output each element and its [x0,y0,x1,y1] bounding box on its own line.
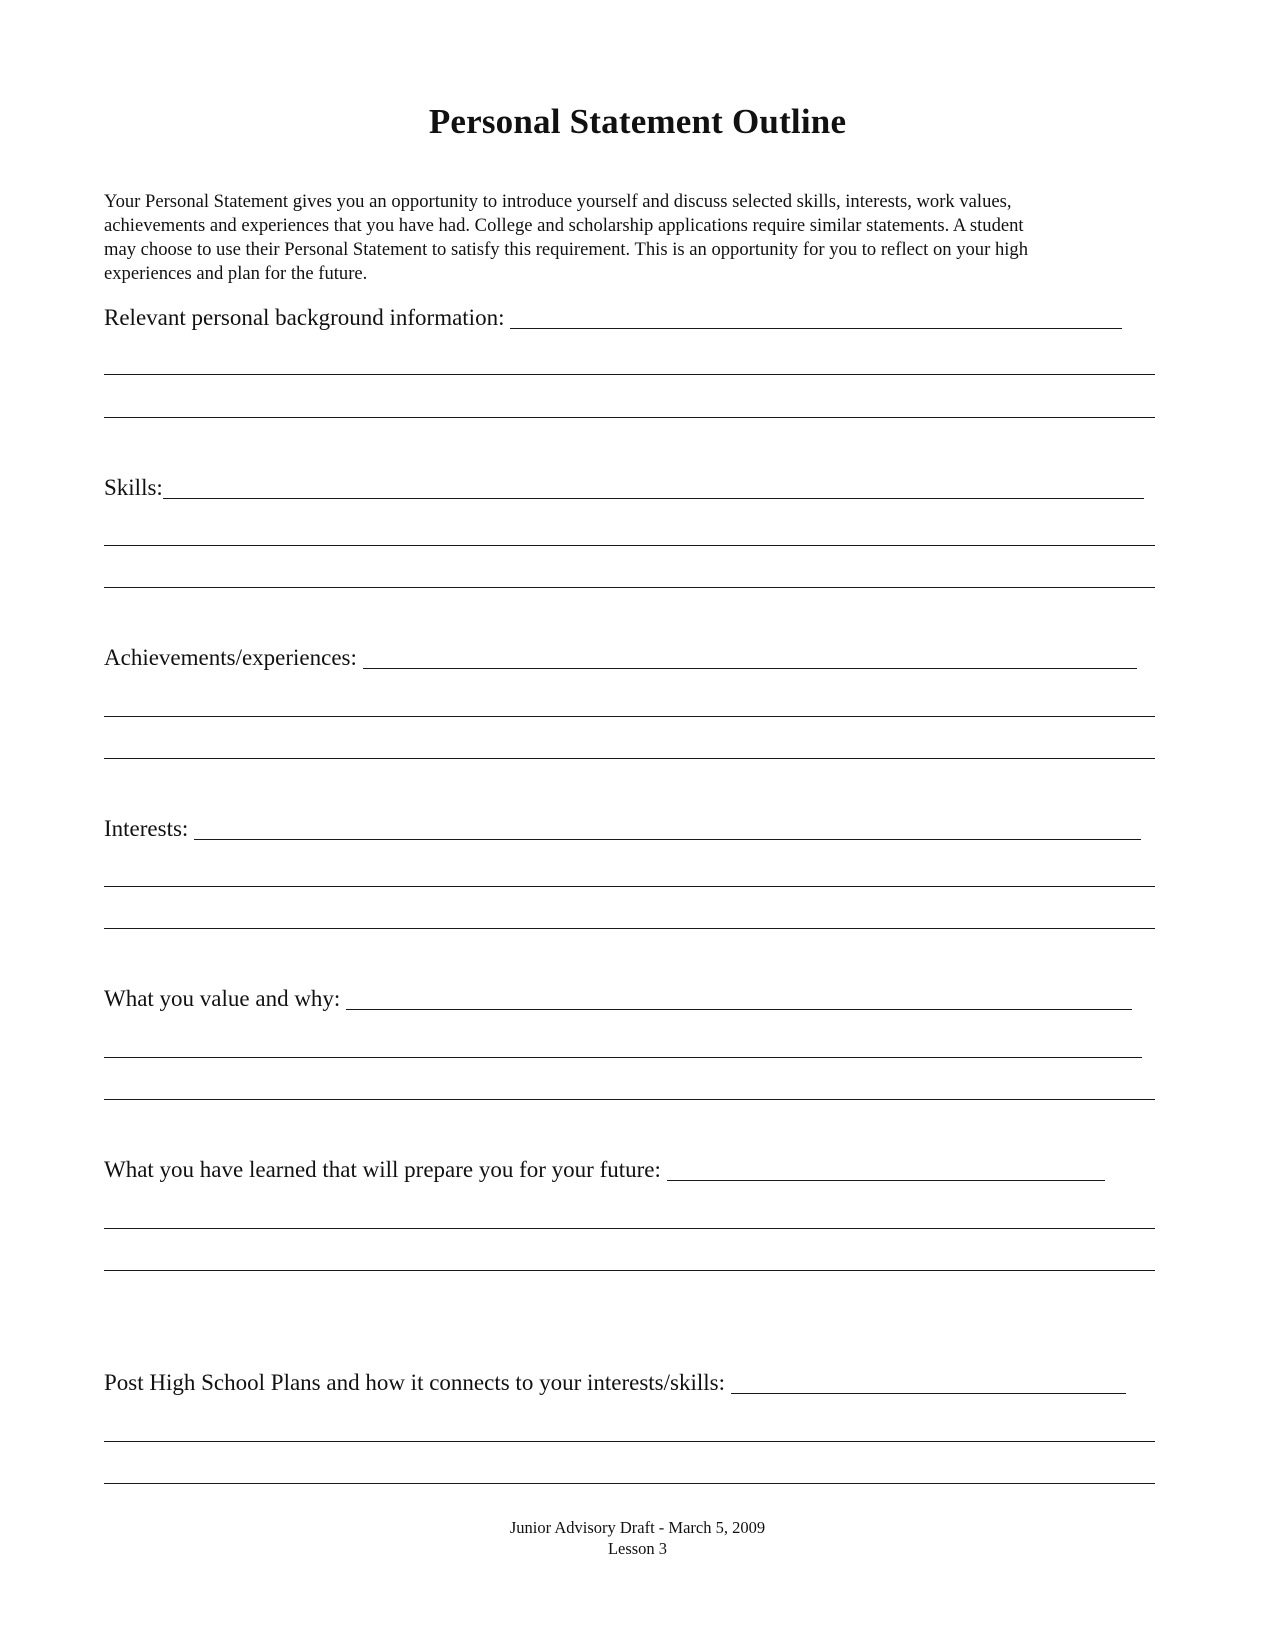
footer-draft-line: Junior Advisory Draft - March 5, 2009 [509,1518,766,1537]
answer-line[interactable] [104,417,1155,418]
answer-line[interactable] [104,1270,1155,1271]
answer-line[interactable] [104,716,1155,717]
section-achievements-prompt [104,642,1137,674]
page-footer [0,1517,1275,1559]
section-skills-prompt [104,472,1144,504]
intro-line: Your Personal Statement gives you an opportunity to introduce yourself and discuss selected skills, interests, work values, [104,191,1012,212]
section-interests-prompt [104,813,1141,845]
answer-line[interactable] [104,886,1155,887]
section-label: What you value and why: [104,986,341,1011]
answer-line[interactable] [104,1057,1142,1058]
answer-blank[interactable] [510,328,1122,329]
section-post-high-school-prompt [104,1367,1126,1399]
answer-line[interactable] [104,1228,1155,1229]
section-label: Interests: [104,816,189,841]
section-learned-prompt [104,1154,1105,1186]
section-label: Post High School Plans and how it connects to your interests/skills: [104,1370,725,1395]
answer-line[interactable] [104,758,1155,759]
section-values-prompt [104,983,1132,1015]
section-label: Relevant personal background information: [104,305,505,330]
intro-paragraph [104,190,1164,286]
answer-line[interactable] [104,1483,1155,1484]
intro-line: achievements and experiences that you have had. College and scholarship applications require similar statements. A student [104,215,1024,236]
answer-blank[interactable] [346,1009,1132,1010]
section-label: What you have learned that will prepare you for your future: [104,1157,661,1182]
answer-blank[interactable] [731,1393,1126,1394]
footer-lesson-line: Lesson 3 [607,1539,668,1558]
answer-line[interactable] [104,1099,1155,1100]
answer-line[interactable] [104,1441,1155,1442]
intro-line: experiences and plan for the future. [104,263,368,284]
answer-blank[interactable] [363,668,1137,669]
answer-line[interactable] [104,545,1155,546]
answer-blank[interactable] [163,498,1144,499]
section-background-prompt [104,302,1122,334]
intro-line: may choose to use their Personal Statement to satisfy this requirement. This is an opportunity for you to reflect on your high [104,239,1029,260]
page-title: Personal Statement Outline [428,102,847,141]
answer-blank[interactable] [667,1180,1105,1181]
answer-line[interactable] [104,374,1155,375]
answer-line[interactable] [104,587,1155,588]
answer-line[interactable] [104,928,1155,929]
section-label: Skills: [104,475,163,500]
answer-blank[interactable] [194,839,1141,840]
section-label: Achievements/experiences: [104,645,357,670]
